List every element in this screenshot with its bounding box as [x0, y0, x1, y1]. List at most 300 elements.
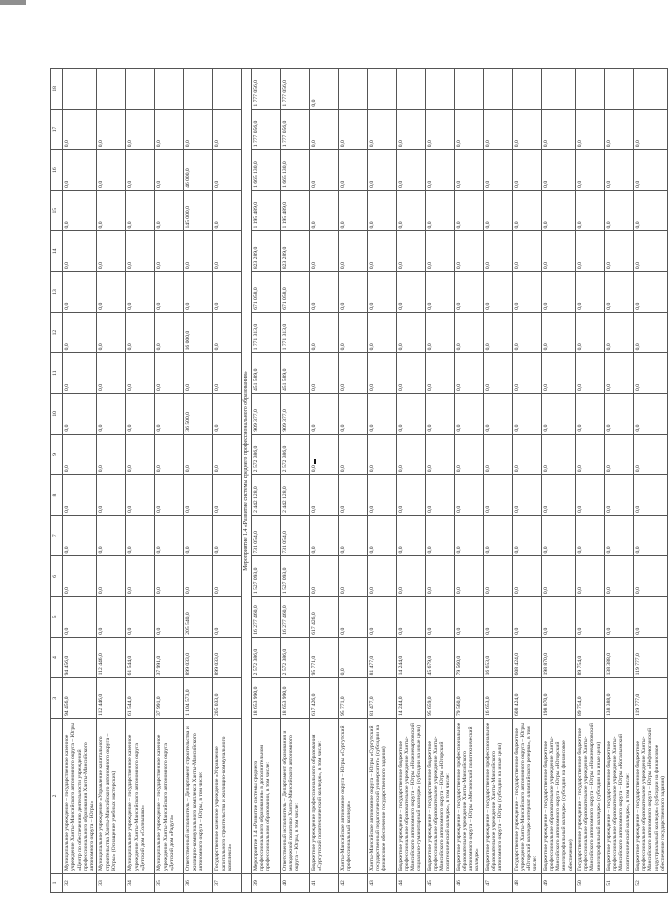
- table-row: [604, 68, 633, 892]
- row-name-cell: Бюджетное учреждение профессионального образования «Сургутский политехнический колледж», в том числе:: [309, 718, 338, 873]
- value-cell: 0,0: [212, 312, 241, 353]
- table-row: [454, 68, 483, 892]
- value-cell: 0,0: [454, 556, 483, 597]
- value-cell: 0,0: [425, 474, 454, 515]
- value-cell: 0,0: [367, 231, 396, 272]
- value-cell: 0,0: [425, 271, 454, 312]
- value-cell: 0,0: [125, 434, 154, 475]
- value-cell: 0,0: [396, 231, 425, 272]
- value-cell: 0,0: [633, 312, 667, 353]
- value-cell: 205 033,0: [212, 677, 241, 718]
- value-cell: 0,0: [541, 474, 575, 515]
- value-cell: 0,0: [309, 352, 338, 393]
- value-cell: [454, 68, 483, 109]
- budget-table: [50, 68, 668, 893]
- row-number-cell: 46: [454, 873, 483, 892]
- value-cell: 0,0: [575, 434, 604, 475]
- value-cell: 0,0: [125, 515, 154, 556]
- value-cell: 0,0: [396, 393, 425, 434]
- value-cell: 0,0: [541, 352, 575, 393]
- row-name-cell: Ответственный исполнитель – Департамент строительства и жилищно-коммунального комплекса Ханты-Мансийского автономного округа – Югры, в том числе:: [183, 718, 212, 873]
- value-cell: 1 771 313,0: [251, 312, 280, 353]
- value-cell: 0,0: [633, 393, 667, 434]
- value-cell: [212, 68, 241, 109]
- value-cell: 0,0: [212, 352, 241, 393]
- value-cell: 0,0: [396, 515, 425, 556]
- value-cell: 0,0: [183, 231, 212, 272]
- value-cell: 0,0: [604, 474, 633, 515]
- value-cell: 0,0: [183, 109, 212, 150]
- header-number-cell: 12: [50, 312, 62, 353]
- value-cell: 0,0: [633, 149, 667, 190]
- header-number-cell: 6: [50, 556, 62, 597]
- value-cell: [183, 68, 212, 109]
- row-name-cell: Муниципальное учреждение – государственное казенное учреждение Ханты-Мансийского автономного округа «Детский дом «Солнышко»: [125, 718, 154, 873]
- value-cell: 0,0: [575, 352, 604, 393]
- value-cell: 0,0: [338, 312, 367, 353]
- value-cell: 0,0: [309, 231, 338, 272]
- value-cell: 112 446,0: [96, 637, 125, 678]
- table-row: [633, 68, 667, 892]
- value-cell: 0,0: [604, 352, 633, 393]
- value-cell: 0,0: [309, 434, 338, 475]
- value-cell: 0,0: [541, 596, 575, 637]
- value-cell: 0,0: [367, 515, 396, 556]
- value-cell: 0,0: [575, 109, 604, 150]
- value-cell: 0,0: [425, 149, 454, 190]
- table-row: [575, 68, 604, 892]
- value-cell: 0,0: [154, 271, 183, 312]
- value-cell: 608 424,0: [512, 637, 541, 678]
- value-cell: 671 058,0: [251, 271, 280, 312]
- value-cell: 0,0: [367, 190, 396, 231]
- value-cell: 2 572 386,0: [280, 637, 309, 678]
- value-cell: 0,0: [575, 190, 604, 231]
- value-cell: 0,0: [183, 434, 212, 475]
- row-name-cell: Бюджетное учреждение – государственное профессиональное образовательное учреждение Ханты-Мансийского автономного округа – Югры (субсидии на иные цели): [483, 718, 512, 873]
- value-cell: 0,0: [483, 515, 512, 556]
- header-number-cell: 3: [50, 677, 62, 718]
- value-cell: 0,0: [154, 393, 183, 434]
- value-cell: 0,0: [125, 474, 154, 515]
- row-name-cell: Муниципальное учреждение «Управление капитального строительства Ханты-Мансийского автономного округа – Югры» (Оснащение учебных мастерских): [96, 718, 125, 873]
- value-cell: 451 589,0: [280, 352, 309, 393]
- value-cell: 1 665 130,0: [251, 149, 280, 190]
- row-name-cell: Бюджетное учреждение – государственное бюджетное профессиональное образовательное учреждение Ханты-Мансийского автономного округа – Югры «Когалымский политехнический колледж», в том числе:: [604, 718, 633, 873]
- value-cell: 0,0: [212, 271, 241, 312]
- rotated-table-container: [50, 68, 666, 893]
- value-cell: 61 544,0: [125, 677, 154, 718]
- value-cell: 0,0: [512, 393, 541, 434]
- value-cell: 1 665 130,0: [280, 149, 309, 190]
- value-cell: 0,0: [96, 190, 125, 231]
- value-cell: 0,0: [512, 231, 541, 272]
- header-number-row: [50, 68, 62, 892]
- value-cell: 0,0: [483, 393, 512, 434]
- value-cell: 0,0: [62, 190, 96, 231]
- row-name-cell: Бюджетное учреждение – государственное профессиональное образовательное учреждение Ханты-Мансийского автономного округа – Югры «Мегионский политехнический колледж»: [454, 718, 483, 873]
- row-name-cell: Муниципальное учреждение – государственное казенное учреждение Ханты-Мансийского автономного округа – Югры «Центр по обеспечению деятельности учреждений профессионального образования Ханты-Мансийского автономного округа – Югры»: [62, 718, 96, 873]
- value-cell: 0,0: [154, 434, 183, 475]
- value-cell: 2 442 128,0: [251, 474, 280, 515]
- value-cell: 0,0: [338, 190, 367, 231]
- value-cell: 0,0: [483, 596, 512, 637]
- value-cell: 0,0: [604, 434, 633, 475]
- value-cell: 1 777 056,0: [280, 109, 309, 150]
- value-cell: 0,0: [396, 556, 425, 597]
- value-cell: 0,0: [396, 434, 425, 475]
- value-cell: 0,0: [125, 271, 154, 312]
- value-cell: 119 777,0: [633, 637, 667, 678]
- value-cell: 0,0: [338, 149, 367, 190]
- value-cell: 0,0: [575, 515, 604, 556]
- value-cell: 0,0: [483, 231, 512, 272]
- row-number-cell: 49: [541, 873, 575, 892]
- value-cell: 138 388,0: [604, 637, 633, 678]
- row-name-cell: Бюджетное учреждение – государственное бюджетное профессиональное образовательное учреждение Ханты-Мансийского автономного округа – Югры «Нефтеюганский индустриальный колледж» (субсидии на финансовое обеспечение государственного задания): [633, 718, 667, 873]
- row-name-cell: Государственное казенное учреждение «Управление капитального строительства и жилищно-коммунального комплекса»: [212, 718, 241, 873]
- value-cell: 0,0: [62, 312, 96, 353]
- value-cell: 0,0: [96, 312, 125, 353]
- table-row: [425, 68, 454, 892]
- value-cell: [633, 68, 667, 109]
- value-cell: 0,0: [183, 515, 212, 556]
- value-cell: 0,0: [425, 190, 454, 231]
- value-cell: 0,0: [367, 596, 396, 637]
- value-cell: [512, 68, 541, 109]
- value-cell: 2 442 128,0: [280, 474, 309, 515]
- value-cell: 0,0: [541, 190, 575, 231]
- value-cell: 198 870,0: [541, 637, 575, 678]
- value-cell: 0,0: [454, 515, 483, 556]
- value-cell: 0,0: [125, 149, 154, 190]
- value-cell: 0,0: [96, 596, 125, 637]
- value-cell: 0,0: [367, 312, 396, 353]
- value-cell: [483, 68, 512, 109]
- value-cell: 79 560,0: [454, 637, 483, 678]
- value-cell: 0,0: [96, 149, 125, 190]
- value-cell: 0,0: [96, 474, 125, 515]
- value-cell: 0,0: [604, 109, 633, 150]
- value-cell: 0,0: [396, 352, 425, 393]
- value-cell: 0,0: [425, 312, 454, 353]
- value-cell: 0,0: [575, 596, 604, 637]
- value-cell: 16 653,0: [483, 637, 512, 678]
- value-cell: 0,0: [212, 474, 241, 515]
- value-cell: 0,0: [309, 271, 338, 312]
- value-cell: 0,0: [62, 393, 96, 434]
- table-row: [309, 68, 338, 892]
- header-number-cell: 1: [50, 873, 62, 892]
- row-number-cell: 50: [575, 873, 604, 892]
- value-cell: 0,0: [338, 393, 367, 434]
- value-cell: 0,0: [512, 474, 541, 515]
- value-cell: 0,0: [483, 109, 512, 150]
- value-cell: 0,0: [575, 271, 604, 312]
- row-name-cell: Бюджетное учреждение – государственное бюджетное профессиональное образовательное учреждение Ханты-Мансийского автономного округа – Югры «Югорский многопрофильный колледж» (субсидии на финансовое обеспечение): [541, 718, 575, 873]
- table-row: [483, 68, 512, 892]
- value-cell: 0,0: [96, 231, 125, 272]
- value-cell: [96, 68, 125, 109]
- value-cell: 2 572 386,0: [280, 434, 309, 475]
- value-cell: 0,0: [454, 312, 483, 353]
- value-cell: 0,0: [454, 149, 483, 190]
- value-cell: 0,0: [454, 190, 483, 231]
- row-name-cell: Ответственный исполнитель – Департамент образования и молодежной политики Ханты-Мансийского автономного округа – Югры, в том числе:: [280, 718, 309, 873]
- value-cell: 0,0: [454, 231, 483, 272]
- value-cell: [125, 68, 154, 109]
- value-cell: 0,0: [604, 190, 633, 231]
- value-cell: 89 754,0: [575, 637, 604, 678]
- value-cell: 0,0: [183, 271, 212, 312]
- value-cell: 0,0: [96, 352, 125, 393]
- value-cell: 0,0: [633, 352, 667, 393]
- row-number-cell: 48: [512, 873, 541, 892]
- value-cell: 0,0: [604, 312, 633, 353]
- value-cell: 823 289,0: [251, 231, 280, 272]
- value-cell: 0,0: [454, 596, 483, 637]
- value-cell: 0,0: [425, 596, 454, 637]
- value-cell: 0,0: [425, 352, 454, 393]
- value-cell: 0,0: [512, 149, 541, 190]
- value-cell: 0,0: [96, 434, 125, 475]
- value-cell: 0,0: [633, 190, 667, 231]
- value-cell: 0,0: [454, 352, 483, 393]
- table-row: [154, 68, 183, 892]
- value-cell: 0,0: [575, 312, 604, 353]
- value-cell: 0,0: [541, 393, 575, 434]
- value-cell: 0,0: [62, 109, 96, 150]
- value-cell: 0,0: [541, 312, 575, 353]
- value-cell: 18 653 990,0: [280, 677, 309, 718]
- value-cell: 617 426,0: [309, 596, 338, 637]
- value-cell: 81 477,0: [367, 637, 396, 678]
- value-cell: 0,0: [604, 596, 633, 637]
- value-cell: 0,0: [633, 109, 667, 150]
- table-row: [183, 68, 212, 892]
- value-cell: 0,0: [367, 393, 396, 434]
- header-number-cell: 9: [50, 434, 62, 475]
- value-cell: 0,0: [367, 556, 396, 597]
- value-cell: 0,0: [633, 556, 667, 597]
- value-cell: 95 771,0: [338, 677, 367, 718]
- value-cell: 0,0: [338, 109, 367, 150]
- value-cell: 95 771,0: [309, 637, 338, 678]
- value-cell: 0,0: [338, 556, 367, 597]
- value-cell: 823 289,0: [280, 231, 309, 272]
- value-cell: 0,0: [425, 109, 454, 150]
- value-cell: 0,0: [541, 109, 575, 150]
- value-cell: 0,0: [575, 556, 604, 597]
- value-cell: 731 054,0: [280, 515, 309, 556]
- value-cell: 14 244,0: [396, 637, 425, 678]
- value-cell: 89 754,0: [575, 677, 604, 718]
- value-cell: 0,0: [62, 515, 96, 556]
- header-number-cell: 14: [50, 231, 62, 272]
- value-cell: [62, 68, 96, 109]
- row-name-cell: Ханты-Мансийское автономное округа – Югры «Сургутский государственный педагогический университет» (субсидии на финансовое обеспечение государственного задания): [367, 718, 396, 873]
- row-number-cell: 44: [396, 873, 425, 892]
- value-cell: 0,0: [212, 149, 241, 190]
- header-number-cell: 7: [50, 515, 62, 556]
- value-cell: 0,0: [396, 271, 425, 312]
- value-cell: [154, 68, 183, 109]
- value-cell: 0,0: [604, 393, 633, 434]
- value-cell: 0,0: [154, 596, 183, 637]
- value-cell: 1 104 573,0: [183, 677, 212, 718]
- value-cell: 0,0: [309, 474, 338, 515]
- value-cell: 0,0: [154, 231, 183, 272]
- value-cell: 0,0: [367, 271, 396, 312]
- value-cell: 1 777 056,0: [251, 68, 280, 109]
- row-name-cell: Муниципальное учреждение – государственное казенное учреждение Ханты-Мансийского автономного округа «Детский дом «Радуга»: [154, 718, 183, 873]
- value-cell: 671 058,0: [280, 271, 309, 312]
- section-row: [241, 68, 250, 892]
- header-number-cell: 13: [50, 271, 62, 312]
- value-cell: 0,0: [154, 149, 183, 190]
- value-cell: 1 195 489,0: [280, 190, 309, 231]
- value-cell: 0,0: [396, 312, 425, 353]
- value-cell: 37 991,0: [154, 677, 183, 718]
- section-title-cell: Мероприятие 1.4 «Развитие системы среднего профессионального образования»: [241, 68, 250, 873]
- value-cell: 0,0: [62, 352, 96, 393]
- row-number-cell: 45: [425, 873, 454, 892]
- value-cell: 0,0: [425, 515, 454, 556]
- value-cell: 37 991,0: [154, 637, 183, 678]
- value-cell: 0,0: [338, 434, 367, 475]
- value-cell: 0,0: [483, 352, 512, 393]
- table-row: [396, 68, 425, 892]
- value-cell: 0,0: [62, 434, 96, 475]
- value-cell: 0,0: [604, 271, 633, 312]
- value-cell: 112 446,0: [96, 677, 125, 718]
- value-cell: 0,0: [512, 190, 541, 231]
- row-number-cell: 32: [62, 873, 96, 892]
- value-cell: 0,0: [483, 474, 512, 515]
- value-cell: 0,0: [604, 515, 633, 556]
- table-row: [541, 68, 575, 892]
- value-cell: 0,0: [62, 149, 96, 190]
- value-cell: 0,0: [154, 352, 183, 393]
- value-cell: 0,0: [309, 190, 338, 231]
- table-body: [50, 68, 667, 892]
- value-cell: 0,0: [512, 312, 541, 353]
- row-number-cell: 33: [96, 873, 125, 892]
- value-cell: 0,0: [96, 393, 125, 434]
- value-cell: [575, 68, 604, 109]
- row-number-cell: 39: [251, 873, 280, 892]
- value-cell: 0,0: [154, 109, 183, 150]
- value-cell: 1 777 056,0: [251, 109, 280, 150]
- value-cell: 1 771 313,0: [280, 312, 309, 353]
- row-name-cell: Мероприятие 1.4 «Развитие системы среднего профессионального образования» в дополнительном профессиональном образовании, в том числе:: [251, 718, 280, 873]
- value-cell: 95 659,0: [425, 677, 454, 718]
- value-cell: 0,0: [212, 231, 241, 272]
- value-cell: 617 426,0: [309, 677, 338, 718]
- value-cell: 0,0: [62, 474, 96, 515]
- value-cell: 0,0: [633, 271, 667, 312]
- value-cell: 0,0: [96, 556, 125, 597]
- value-cell: 0,0: [183, 474, 212, 515]
- value-cell: [367, 68, 396, 109]
- value-cell: 0,0: [604, 556, 633, 597]
- value-cell: 0,0: [338, 231, 367, 272]
- value-cell: 0,0: [541, 149, 575, 190]
- value-cell: 0,0: [212, 434, 241, 475]
- value-cell: 0,0: [512, 352, 541, 393]
- value-cell: [396, 68, 425, 109]
- table-row: [96, 68, 125, 892]
- value-cell: 61 544,0: [125, 637, 154, 678]
- value-cell: 0,0: [125, 109, 154, 150]
- value-cell: 0,0: [541, 556, 575, 597]
- value-cell: 0,0: [309, 312, 338, 353]
- row-name-cell: Государственное учреждение – государственное бюджетное учреждение Ханты-Мансийского автономного округа – Югры «Югорский колледж-интернат олимпийского резерва», в том числе:: [512, 718, 541, 873]
- value-cell: 0,0: [125, 393, 154, 434]
- table-row: [212, 68, 241, 892]
- value-cell: 0,0: [125, 556, 154, 597]
- value-cell: 0,0: [309, 393, 338, 434]
- value-cell: 205 540,0: [183, 596, 212, 637]
- value-cell: 0,0: [338, 596, 367, 637]
- value-cell: 0,0: [338, 352, 367, 393]
- row-name-cell: Ханты-Мансийское автономное округа – Югры «Сургутский профессиональный колледж»: [338, 718, 367, 873]
- value-cell: 16 653,0: [483, 677, 512, 718]
- value-cell: 0,0: [512, 596, 541, 637]
- header-number-cell: 10: [50, 393, 62, 434]
- value-cell: 899 033,0: [183, 637, 212, 678]
- value-cell: 0,0: [212, 596, 241, 637]
- table-row: [62, 68, 96, 892]
- value-cell: 0,0: [309, 68, 338, 109]
- value-cell: 0,0: [367, 109, 396, 150]
- header-number-cell: 16: [50, 149, 62, 190]
- row-number-cell: 35: [154, 873, 183, 892]
- value-cell: 0,0: [154, 190, 183, 231]
- value-cell: 0,0: [575, 474, 604, 515]
- value-cell: 0,0: [212, 190, 241, 231]
- value-cell: 0,0: [396, 149, 425, 190]
- value-cell: 16 277 460,0: [280, 596, 309, 637]
- value-cell: 0,0: [483, 434, 512, 475]
- value-cell: 0,0: [396, 596, 425, 637]
- value-cell: 0,0: [633, 434, 667, 475]
- value-cell: 0,0: [633, 596, 667, 637]
- value-cell: 0,0: [367, 474, 396, 515]
- value-cell: 0,0: [212, 109, 241, 150]
- value-cell: 0,0: [62, 556, 96, 597]
- value-cell: 0,0: [604, 149, 633, 190]
- value-cell: [541, 68, 575, 109]
- value-cell: 1 777 056,0: [280, 68, 309, 109]
- value-cell: 0,0: [396, 190, 425, 231]
- row-number-cell: 41: [309, 873, 338, 892]
- value-cell: 0,0: [454, 271, 483, 312]
- value-cell: 0,0: [512, 434, 541, 475]
- value-cell: 0,0: [541, 434, 575, 475]
- value-cell: 0,0: [575, 231, 604, 272]
- row-number-cell: 34: [125, 873, 154, 892]
- value-cell: 0,0: [454, 109, 483, 150]
- value-cell: 0,0: [483, 271, 512, 312]
- table-row: [125, 68, 154, 892]
- value-cell: 608 424,0: [512, 677, 541, 718]
- value-cell: 0,0: [512, 556, 541, 597]
- value-cell: 79 560,0: [454, 677, 483, 718]
- value-cell: 0,0: [541, 515, 575, 556]
- value-cell: 0,0: [575, 149, 604, 190]
- table-row: [338, 68, 367, 892]
